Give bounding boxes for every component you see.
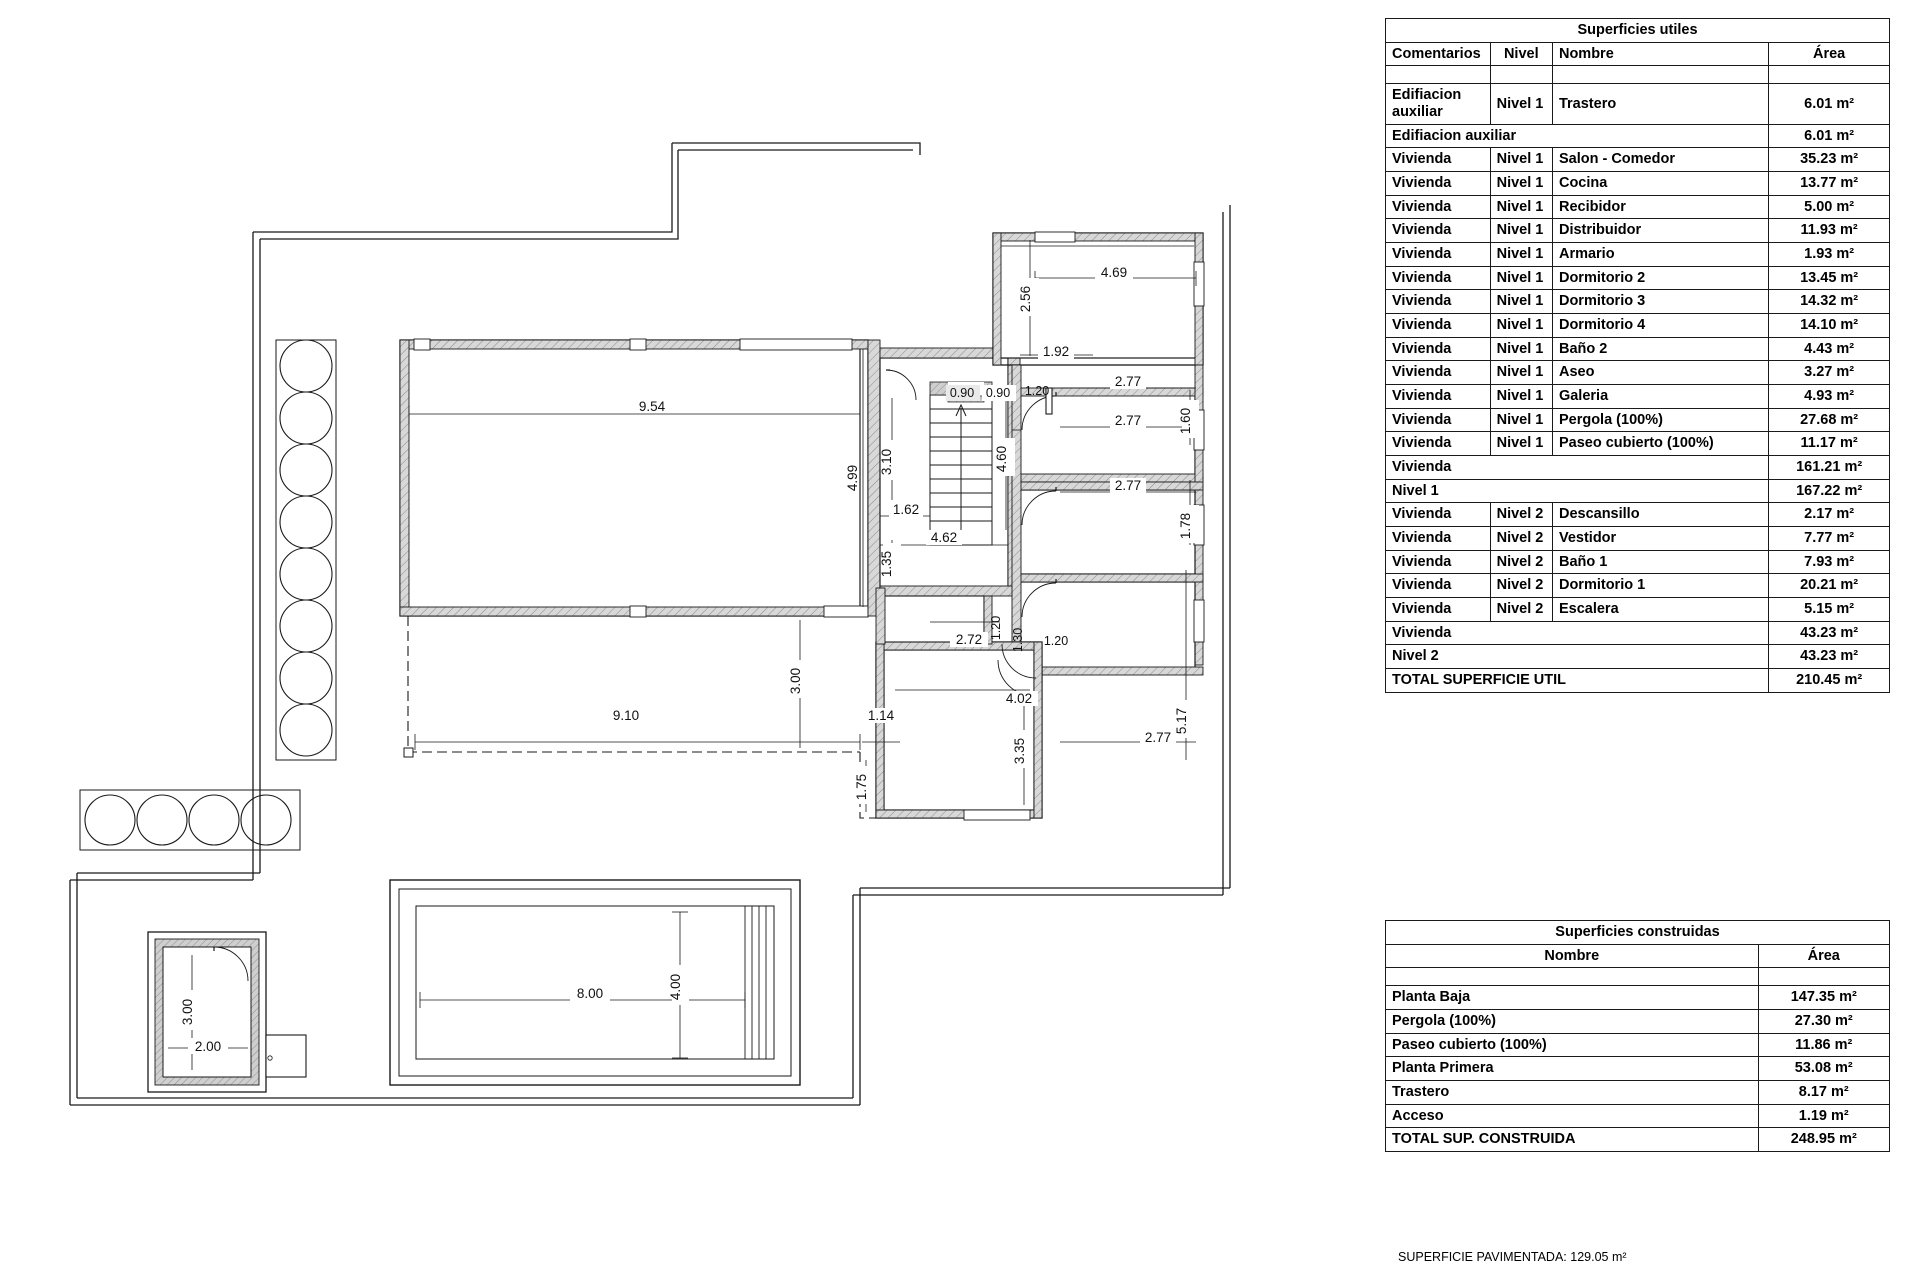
cell-nivel: Nivel 1: [1490, 361, 1552, 385]
table-subtotal-row: [1386, 124, 1890, 148]
dim-2-77-d: 2.77: [1144, 730, 1172, 745]
cell-nombre: Planta Baja: [1386, 986, 1759, 1010]
table-row: [1386, 432, 1890, 456]
cell-nombre: Dormitorio 3: [1552, 290, 1768, 314]
table-superficies-utiles: [1385, 18, 1890, 693]
header-area: Área: [1758, 944, 1890, 968]
dim-3-35: 3.35: [1012, 737, 1027, 765]
cell-nombre: Cocina: [1552, 172, 1768, 196]
cell-nivel: Nivel 1: [1490, 172, 1552, 196]
cell-total-label: TOTAL SUP. CONSTRUIDA: [1386, 1128, 1759, 1152]
table-row: [1386, 408, 1890, 432]
cell-area: 8.17 m²: [1758, 1081, 1890, 1105]
cell-nombre: Escalera: [1552, 598, 1768, 622]
table-row: [1386, 361, 1890, 385]
dim-1-78: 1.78: [1178, 512, 1193, 540]
cell-area: 4.93 m²: [1769, 385, 1890, 409]
table-row: [1386, 1010, 1890, 1034]
cell-area: 11.17 m²: [1769, 432, 1890, 456]
cell-area: 14.10 m²: [1769, 314, 1890, 338]
cell-nombre: Aseo: [1552, 361, 1768, 385]
cell-area: 27.30 m²: [1758, 1010, 1890, 1034]
cell-area: 3.27 m²: [1769, 361, 1890, 385]
cell-nombre: Dormitorio 2: [1552, 266, 1768, 290]
dim-2-77-b: 2.77: [1114, 413, 1142, 428]
dim-9-54: 9.54: [638, 399, 666, 414]
table-row: [1386, 314, 1890, 338]
header-nombre: Nombre: [1552, 42, 1768, 66]
dim-0-90-a: 0.90: [949, 386, 975, 400]
dim-1-20-a: 1.20: [1024, 384, 1050, 398]
cell-nivel: Nivel 2: [1490, 598, 1552, 622]
cell-comentario: Vivienda: [1386, 550, 1491, 574]
dim-0-90-b: 0.90: [985, 386, 1011, 400]
cell-subtotal-area: 43.23 m²: [1769, 645, 1890, 669]
table-subtotal-row: [1386, 479, 1890, 503]
cell-comentario: Vivienda: [1386, 574, 1491, 598]
cell-comentario: Vivienda: [1386, 337, 1491, 361]
dim-4-02: 4.02: [1005, 691, 1033, 706]
cell-comentario: Vivienda: [1386, 243, 1491, 267]
table-row: [1386, 574, 1890, 598]
cell-nivel: Nivel 1: [1490, 84, 1552, 124]
trastero-building: [148, 932, 306, 1092]
cell-area: 11.86 m²: [1758, 1033, 1890, 1057]
cell-area: 2.17 m²: [1769, 503, 1890, 527]
cell-comentario: Vivienda: [1386, 148, 1491, 172]
table-row: [1386, 172, 1890, 196]
tree-row-left: [276, 340, 336, 760]
cell-comentario: Vivienda: [1386, 290, 1491, 314]
table-row: [1386, 1057, 1890, 1081]
cell-nombre: Paseo cubierto (100%): [1386, 1033, 1759, 1057]
cell-area: 6.01 m²: [1769, 84, 1890, 124]
cell-comentario: Vivienda: [1386, 385, 1491, 409]
cell-subtotal-label: Nivel 2: [1386, 645, 1769, 669]
cell-subtotal-label: Edifiacion auxiliar: [1386, 124, 1769, 148]
cell-nombre: Pergola (100%): [1386, 1010, 1759, 1034]
cell-subtotal-label: Vivienda: [1386, 456, 1769, 480]
cell-nivel: Nivel 1: [1490, 266, 1552, 290]
cell-nombre: Planta Primera: [1386, 1057, 1759, 1081]
cell-nombre: Dormitorio 4: [1552, 314, 1768, 338]
table-row: [1386, 195, 1890, 219]
table-subtotal-row: [1386, 645, 1890, 669]
table-title-row: [1386, 921, 1890, 945]
cell-area: 27.68 m²: [1769, 408, 1890, 432]
cell-area: 20.21 m²: [1769, 574, 1890, 598]
cell-area: 35.23 m²: [1769, 148, 1890, 172]
cell-comentario: Vivienda: [1386, 503, 1491, 527]
header-area: Área: [1769, 42, 1890, 66]
cell-nivel: Nivel 2: [1490, 550, 1552, 574]
cell-nombre: Armario: [1552, 243, 1768, 267]
pergola-posts: [404, 748, 413, 757]
cell-comentario: Vivienda: [1386, 266, 1491, 290]
cell-nombre: Dormitorio 1: [1552, 574, 1768, 598]
cell-area: 5.00 m²: [1769, 195, 1890, 219]
table-row: [1386, 385, 1890, 409]
cell-nivel: Nivel 1: [1490, 148, 1552, 172]
superficies-construidas-table: [1385, 920, 1890, 1152]
spacer-row: [1386, 968, 1890, 986]
table-row: [1386, 337, 1890, 361]
dim-4-62: 4.62: [930, 530, 958, 545]
table-superficies-construidas: [1385, 920, 1890, 1152]
cell-area: 147.35 m²: [1758, 986, 1890, 1010]
cell-comentario: Vivienda: [1386, 527, 1491, 551]
cell-nivel: Nivel 1: [1490, 290, 1552, 314]
cell-comentario: Vivienda: [1386, 314, 1491, 338]
cell-subtotal-label: Vivienda: [1386, 621, 1769, 645]
cell-nombre: Salon - Comedor: [1552, 148, 1768, 172]
cell-nivel: Nivel 1: [1490, 432, 1552, 456]
cell-nivel: Nivel 1: [1490, 408, 1552, 432]
table-row: [1386, 266, 1890, 290]
table-subtotal-row: [1386, 456, 1890, 480]
cell-area: 53.08 m²: [1758, 1057, 1890, 1081]
cell-area: 13.45 m²: [1769, 266, 1890, 290]
table-row: [1386, 986, 1890, 1010]
dim-1-20-c: 1.20: [1043, 634, 1069, 648]
dim-1-60: 1.60: [1178, 407, 1193, 435]
spacer-row: [1386, 66, 1890, 84]
dim-2-77-c: 2.77: [1114, 478, 1142, 493]
table-title-row: [1386, 19, 1890, 43]
cell-comentario: Vivienda: [1386, 172, 1491, 196]
cell-nombre: Vestidor: [1552, 527, 1768, 551]
cell-nivel: Nivel 1: [1490, 219, 1552, 243]
cell-subtotal-area: 161.21 m²: [1769, 456, 1890, 480]
cell-nombre: Recibidor: [1552, 195, 1768, 219]
cell-total-area: 248.95 m²: [1758, 1128, 1890, 1152]
table-row: [1386, 1033, 1890, 1057]
dim-5-17: 5.17: [1174, 707, 1189, 735]
cell-area: 1.19 m²: [1758, 1104, 1890, 1128]
table-row: [1386, 243, 1890, 267]
table-row: [1386, 290, 1890, 314]
dim-1-30: 1.30: [1011, 627, 1025, 653]
cell-nombre: Acceso: [1386, 1104, 1759, 1128]
cell-nivel: Nivel 2: [1490, 574, 1552, 598]
header-nombre: Nombre: [1386, 944, 1759, 968]
cell-nombre: Baño 1: [1552, 550, 1768, 574]
cell-subtotal-area: 43.23 m²: [1769, 621, 1890, 645]
cell-nivel: Nivel 1: [1490, 385, 1552, 409]
table-row: [1386, 84, 1890, 124]
dim-2-72: 2.72: [955, 632, 983, 647]
dim-1-75: 1.75: [854, 773, 869, 801]
cell-comentario: Vivienda: [1386, 408, 1491, 432]
cell-comentario: Vivienda: [1386, 195, 1491, 219]
cell-area: 7.77 m²: [1769, 527, 1890, 551]
table-header-row: [1386, 944, 1890, 968]
dim-3-00-store: 3.00: [180, 998, 195, 1026]
cell-subtotal-area: 167.22 m²: [1769, 479, 1890, 503]
cell-nivel: Nivel 1: [1490, 337, 1552, 361]
table-subtotal-row: [1386, 621, 1890, 645]
dim-4-60: 4.60: [994, 445, 1009, 473]
table-title: Superficies construidas: [1386, 921, 1890, 945]
dim-2-56: 2.56: [1018, 285, 1033, 313]
cell-nivel: Nivel 1: [1490, 243, 1552, 267]
dim-2-00-store: 2.00: [194, 1039, 222, 1054]
table-total-row: [1386, 1128, 1890, 1152]
cell-nombre: Distribuidor: [1552, 219, 1768, 243]
superficie-pavimentada-note: SUPERFICIE PAVIMENTADA: 129.05 m²: [1398, 1250, 1627, 1264]
cell-nivel: Nivel 1: [1490, 314, 1552, 338]
dim-8-00: 8.00: [576, 986, 604, 1001]
header-comentarios: Comentarios: [1386, 42, 1491, 66]
cell-nivel: Nivel 2: [1490, 527, 1552, 551]
cell-nombre: Paseo cubierto (100%): [1552, 432, 1768, 456]
cell-nombre: Baño 2: [1552, 337, 1768, 361]
superficies-utiles-table: [1385, 18, 1890, 693]
salon-comedor: [400, 339, 868, 617]
dim-1-92: 1.92: [1042, 344, 1070, 359]
table-row: [1386, 550, 1890, 574]
cell-subtotal-area: 6.01 m²: [1769, 124, 1890, 148]
dim-1-35: 1.35: [879, 550, 894, 578]
cell-comentario: Vivienda: [1386, 598, 1491, 622]
cell-area: 13.77 m²: [1769, 172, 1890, 196]
table-title: Superficies utiles: [1386, 19, 1890, 43]
cell-nombre: Galeria: [1552, 385, 1768, 409]
cell-comentario: Vivienda: [1386, 432, 1491, 456]
bedrooms-right: [1012, 365, 1204, 675]
table-row: [1386, 503, 1890, 527]
cell-nivel: Nivel 1: [1490, 195, 1552, 219]
cell-area: 5.15 m²: [1769, 598, 1890, 622]
cell-total-label: TOTAL SUPERFICIE UTIL: [1386, 669, 1769, 693]
cell-nombre: Trastero: [1552, 84, 1768, 124]
header-nivel: Nivel: [1490, 42, 1552, 66]
dim-9-10: 9.10: [612, 708, 640, 723]
table-row: [1386, 527, 1890, 551]
dim-1-14: 1.14: [867, 708, 895, 723]
cell-nivel: Nivel 2: [1490, 503, 1552, 527]
table-header-row: [1386, 42, 1890, 66]
table-row: [1386, 1104, 1890, 1128]
cell-area: 14.32 m²: [1769, 290, 1890, 314]
cell-total-area: 210.45 m²: [1769, 669, 1890, 693]
dim-3-00-pergola: 3.00: [788, 667, 803, 695]
table-total-row: [1386, 669, 1890, 693]
cell-comentario: Edifiacion auxiliar: [1386, 84, 1491, 124]
cell-area: 4.43 m²: [1769, 337, 1890, 361]
dim-4-69: 4.69: [1100, 265, 1128, 280]
dim-4-00: 4.00: [668, 973, 683, 1001]
cell-comentario: Vivienda: [1386, 361, 1491, 385]
table-row: [1386, 598, 1890, 622]
dim-3-10: 3.10: [879, 448, 894, 476]
dim-1-20-b: 1.20: [989, 615, 1003, 641]
dim-4-99: 4.99: [845, 464, 860, 492]
cell-nombre: Pergola (100%): [1552, 408, 1768, 432]
table-row: [1386, 1081, 1890, 1105]
dim-1-62: 1.62: [892, 502, 920, 517]
cell-nombre: Trastero: [1386, 1081, 1759, 1105]
tree-row-bottom: [80, 790, 300, 850]
swimming-pool: [390, 880, 800, 1085]
table-row: [1386, 219, 1890, 243]
dim-2-77-a: 2.77: [1114, 374, 1142, 389]
cell-area: 1.93 m²: [1769, 243, 1890, 267]
cell-subtotal-label: Nivel 1: [1386, 479, 1769, 503]
table-row: [1386, 148, 1890, 172]
cell-area: 11.93 m²: [1769, 219, 1890, 243]
cell-comentario: Vivienda: [1386, 219, 1491, 243]
cell-nombre: Descansillo: [1552, 503, 1768, 527]
cell-area: 7.93 m²: [1769, 550, 1890, 574]
